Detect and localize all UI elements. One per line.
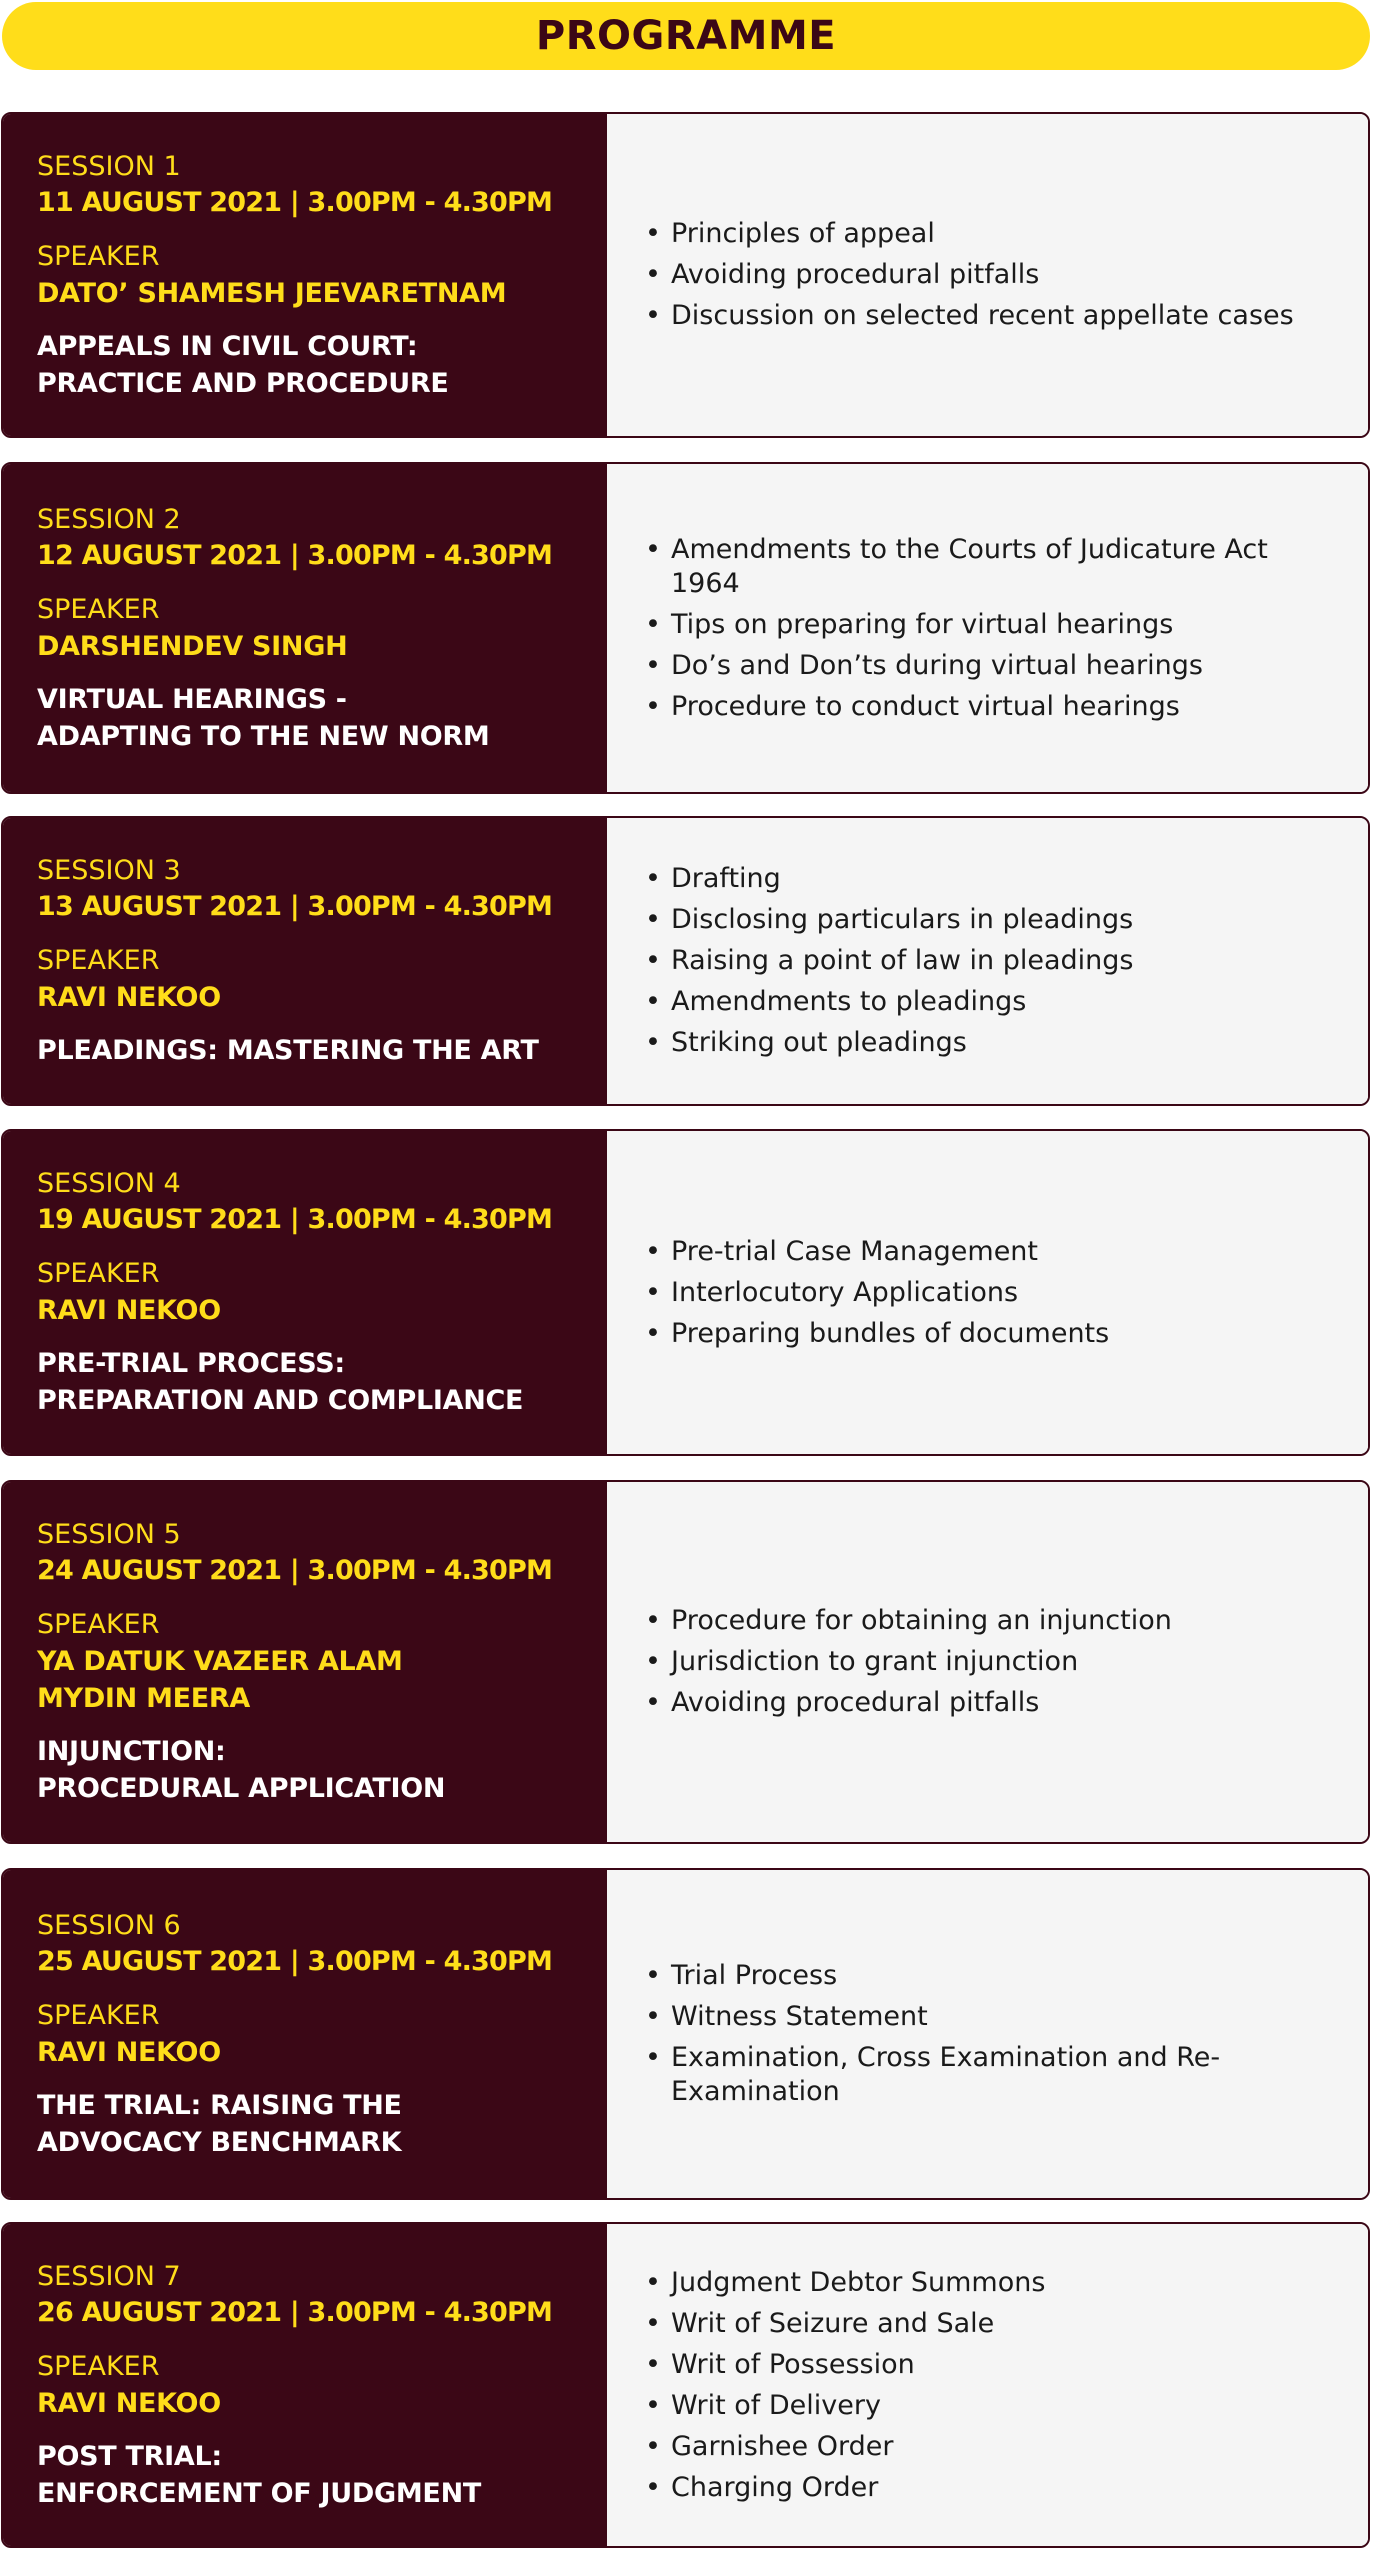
session-point: • Preparing bundles of documents xyxy=(645,1317,1109,1351)
session-label: SESSION 4 xyxy=(37,1168,181,1199)
session-card xyxy=(1,1129,1370,1456)
session-date: 19 AUGUST 2021 | 3.00PM - 4.30PM xyxy=(37,1204,553,1235)
session-point: • Tips on preparing for virtual hearings xyxy=(645,608,1338,642)
session-date: 13 AUGUST 2021 | 3.00PM - 4.30PM xyxy=(37,891,553,922)
session-topic-line: ADVOCACY BENCHMARK xyxy=(37,2126,402,2158)
session-topic xyxy=(37,1032,587,1069)
session-topic-line: PRE-TRIAL PROCESS: xyxy=(37,1348,345,1379)
session-content-panel xyxy=(607,818,1368,1104)
session-content-panel xyxy=(607,464,1368,792)
session-content-panel xyxy=(607,1482,1368,1842)
session-points-list xyxy=(645,855,1133,1067)
session-point: • Pre-trial Case Management xyxy=(645,1235,1109,1269)
session-topic-line: APPEALS IN CIVIL COURT: xyxy=(37,330,418,362)
session-points-list xyxy=(645,1952,1338,2116)
speaker-name xyxy=(37,979,587,1016)
speaker-name-line: RAVI NEKOO xyxy=(37,2387,221,2419)
session-points-list xyxy=(645,1228,1109,1358)
session-label: SESSION 5 xyxy=(37,1519,181,1550)
session-topic-line: POST TRIAL: xyxy=(37,2440,222,2472)
session-point: • Jurisdiction to grant injunction xyxy=(645,1645,1172,1679)
session-point: • Avoiding procedural pitfalls xyxy=(645,258,1294,292)
speaker-label: SPEAKER xyxy=(37,593,160,625)
speaker-name xyxy=(37,275,587,312)
session-point: • Trial Process xyxy=(645,1959,1338,1993)
session-card xyxy=(1,462,1370,794)
speaker-name-line: RAVI NEKOO xyxy=(37,1295,221,1326)
session-topic-line: PLEADINGS: MASTERING THE ART xyxy=(37,1035,539,1066)
session-point: • Raising a point of law in pleadings xyxy=(645,944,1133,978)
session-card xyxy=(1,2222,1370,2548)
session-topic-line: INJUNCTION: xyxy=(37,1736,226,1767)
session-content-panel xyxy=(607,2224,1368,2546)
session-date: 12 AUGUST 2021 | 3.00PM - 4.30PM xyxy=(37,539,553,571)
speaker-label: SPEAKER xyxy=(37,1999,160,2031)
page-title: PROGRAMME xyxy=(535,13,837,59)
speaker-name-line: RAVI NEKOO xyxy=(37,2036,221,2068)
speaker-name-line: YA DATUK VAZEER ALAM xyxy=(37,1646,403,1677)
session-points-list xyxy=(645,526,1338,731)
session-point: • Principles of appeal xyxy=(645,217,1294,251)
session-topic xyxy=(37,2087,587,2161)
session-topic xyxy=(37,328,587,402)
session-topic-line: ENFORCEMENT OF JUDGMENT xyxy=(37,2477,481,2509)
session-point: • Disclosing particulars in pleadings xyxy=(645,903,1133,937)
speaker-name xyxy=(37,628,587,665)
speaker-label: SPEAKER xyxy=(37,1258,160,1289)
session-date: 11 AUGUST 2021 | 3.00PM - 4.30PM xyxy=(37,186,553,218)
speaker-name-line: DARSHENDEV SINGH xyxy=(37,630,348,662)
session-point: • Amendments to the Courts of Judicature Act 1964 xyxy=(645,533,1338,601)
session-point: • Procedure for obtaining an injunction xyxy=(645,1604,1172,1638)
session-point: • Witness Statement xyxy=(645,2000,1338,2034)
session-point: • Writ of Delivery xyxy=(645,2389,1045,2423)
session-date: 24 AUGUST 2021 | 3.00PM - 4.30PM xyxy=(37,1555,553,1586)
session-topic xyxy=(37,681,587,755)
session-topic xyxy=(37,2438,587,2512)
session-card xyxy=(1,816,1370,1106)
session-topic-line: PROCEDURAL APPLICATION xyxy=(37,1773,446,1804)
session-points-list xyxy=(645,210,1294,340)
session-topic-line: THE TRIAL: RAISING THE xyxy=(37,2089,402,2121)
session-point: • Writ of Seizure and Sale xyxy=(645,2307,1045,2341)
session-info-panel xyxy=(3,1131,607,1454)
session-point: • Do’s and Don’ts during virtual hearings xyxy=(645,649,1338,683)
session-point: • Amendments to pleadings xyxy=(645,985,1133,1019)
session-point: • Discussion on selected recent appellate cases xyxy=(645,299,1294,333)
session-points-list xyxy=(645,1597,1172,1727)
session-points-list xyxy=(645,2259,1045,2512)
session-card xyxy=(1,112,1370,438)
session-topic xyxy=(37,1733,587,1807)
session-info-panel xyxy=(3,114,607,436)
session-info-panel xyxy=(3,464,607,792)
speaker-name-line: RAVI NEKOO xyxy=(37,982,221,1013)
session-label: SESSION 2 xyxy=(37,503,181,535)
speaker-name xyxy=(37,2385,587,2422)
session-info-panel xyxy=(3,1870,607,2198)
speaker-label: SPEAKER xyxy=(37,240,160,272)
session-point: • Striking out pleadings xyxy=(645,1026,1133,1060)
speaker-name-line: DATO’ SHAMESH JEEVARETNAM xyxy=(37,277,507,309)
session-point: • Judgment Debtor Summons xyxy=(645,2266,1045,2300)
speaker-name xyxy=(37,2034,587,2071)
session-topic xyxy=(37,1345,587,1419)
session-point: • Writ of Possession xyxy=(645,2348,1045,2382)
speaker-label: SPEAKER xyxy=(37,945,160,976)
session-topic-line: ADAPTING TO THE NEW NORM xyxy=(37,720,490,752)
session-point: • Interlocutory Applications xyxy=(645,1276,1109,1310)
speaker-name xyxy=(37,1643,587,1717)
session-point: • Garnishee Order xyxy=(645,2430,1045,2464)
speaker-name-line: MYDIN MEERA xyxy=(37,1683,251,1714)
programme-banner xyxy=(2,2,1370,70)
session-card xyxy=(1,1868,1370,2200)
session-card xyxy=(1,1480,1370,1844)
session-topic-line: VIRTUAL HEARINGS - xyxy=(37,683,347,715)
session-content-panel xyxy=(607,1131,1368,1454)
session-point: • Drafting xyxy=(645,862,1133,896)
session-topic-line: PREPARATION AND COMPLIANCE xyxy=(37,1385,524,1416)
session-content-panel xyxy=(607,114,1368,436)
session-date: 26 AUGUST 2021 | 3.00PM - 4.30PM xyxy=(37,2296,553,2328)
session-label: SESSION 7 xyxy=(37,2260,181,2292)
speaker-label: SPEAKER xyxy=(37,1609,160,1640)
session-label: SESSION 1 xyxy=(37,150,181,182)
session-point: • Procedure to conduct virtual hearings xyxy=(645,690,1338,724)
session-content-panel xyxy=(607,1870,1368,2198)
speaker-name xyxy=(37,1292,587,1329)
session-info-panel xyxy=(3,1482,607,1842)
session-date: 25 AUGUST 2021 | 3.00PM - 4.30PM xyxy=(37,1945,553,1977)
session-point: • Examination, Cross Examination and Re-Examination xyxy=(645,2041,1338,2109)
session-label: SESSION 6 xyxy=(37,1909,181,1941)
session-point: • Avoiding procedural pitfalls xyxy=(645,1686,1172,1720)
session-info-panel xyxy=(3,818,607,1104)
session-topic-line: PRACTICE AND PROCEDURE xyxy=(37,367,449,399)
session-info-panel xyxy=(3,2224,607,2546)
session-label: SESSION 3 xyxy=(37,855,181,886)
speaker-label: SPEAKER xyxy=(37,2350,160,2382)
session-point: • Charging Order xyxy=(645,2471,1045,2505)
